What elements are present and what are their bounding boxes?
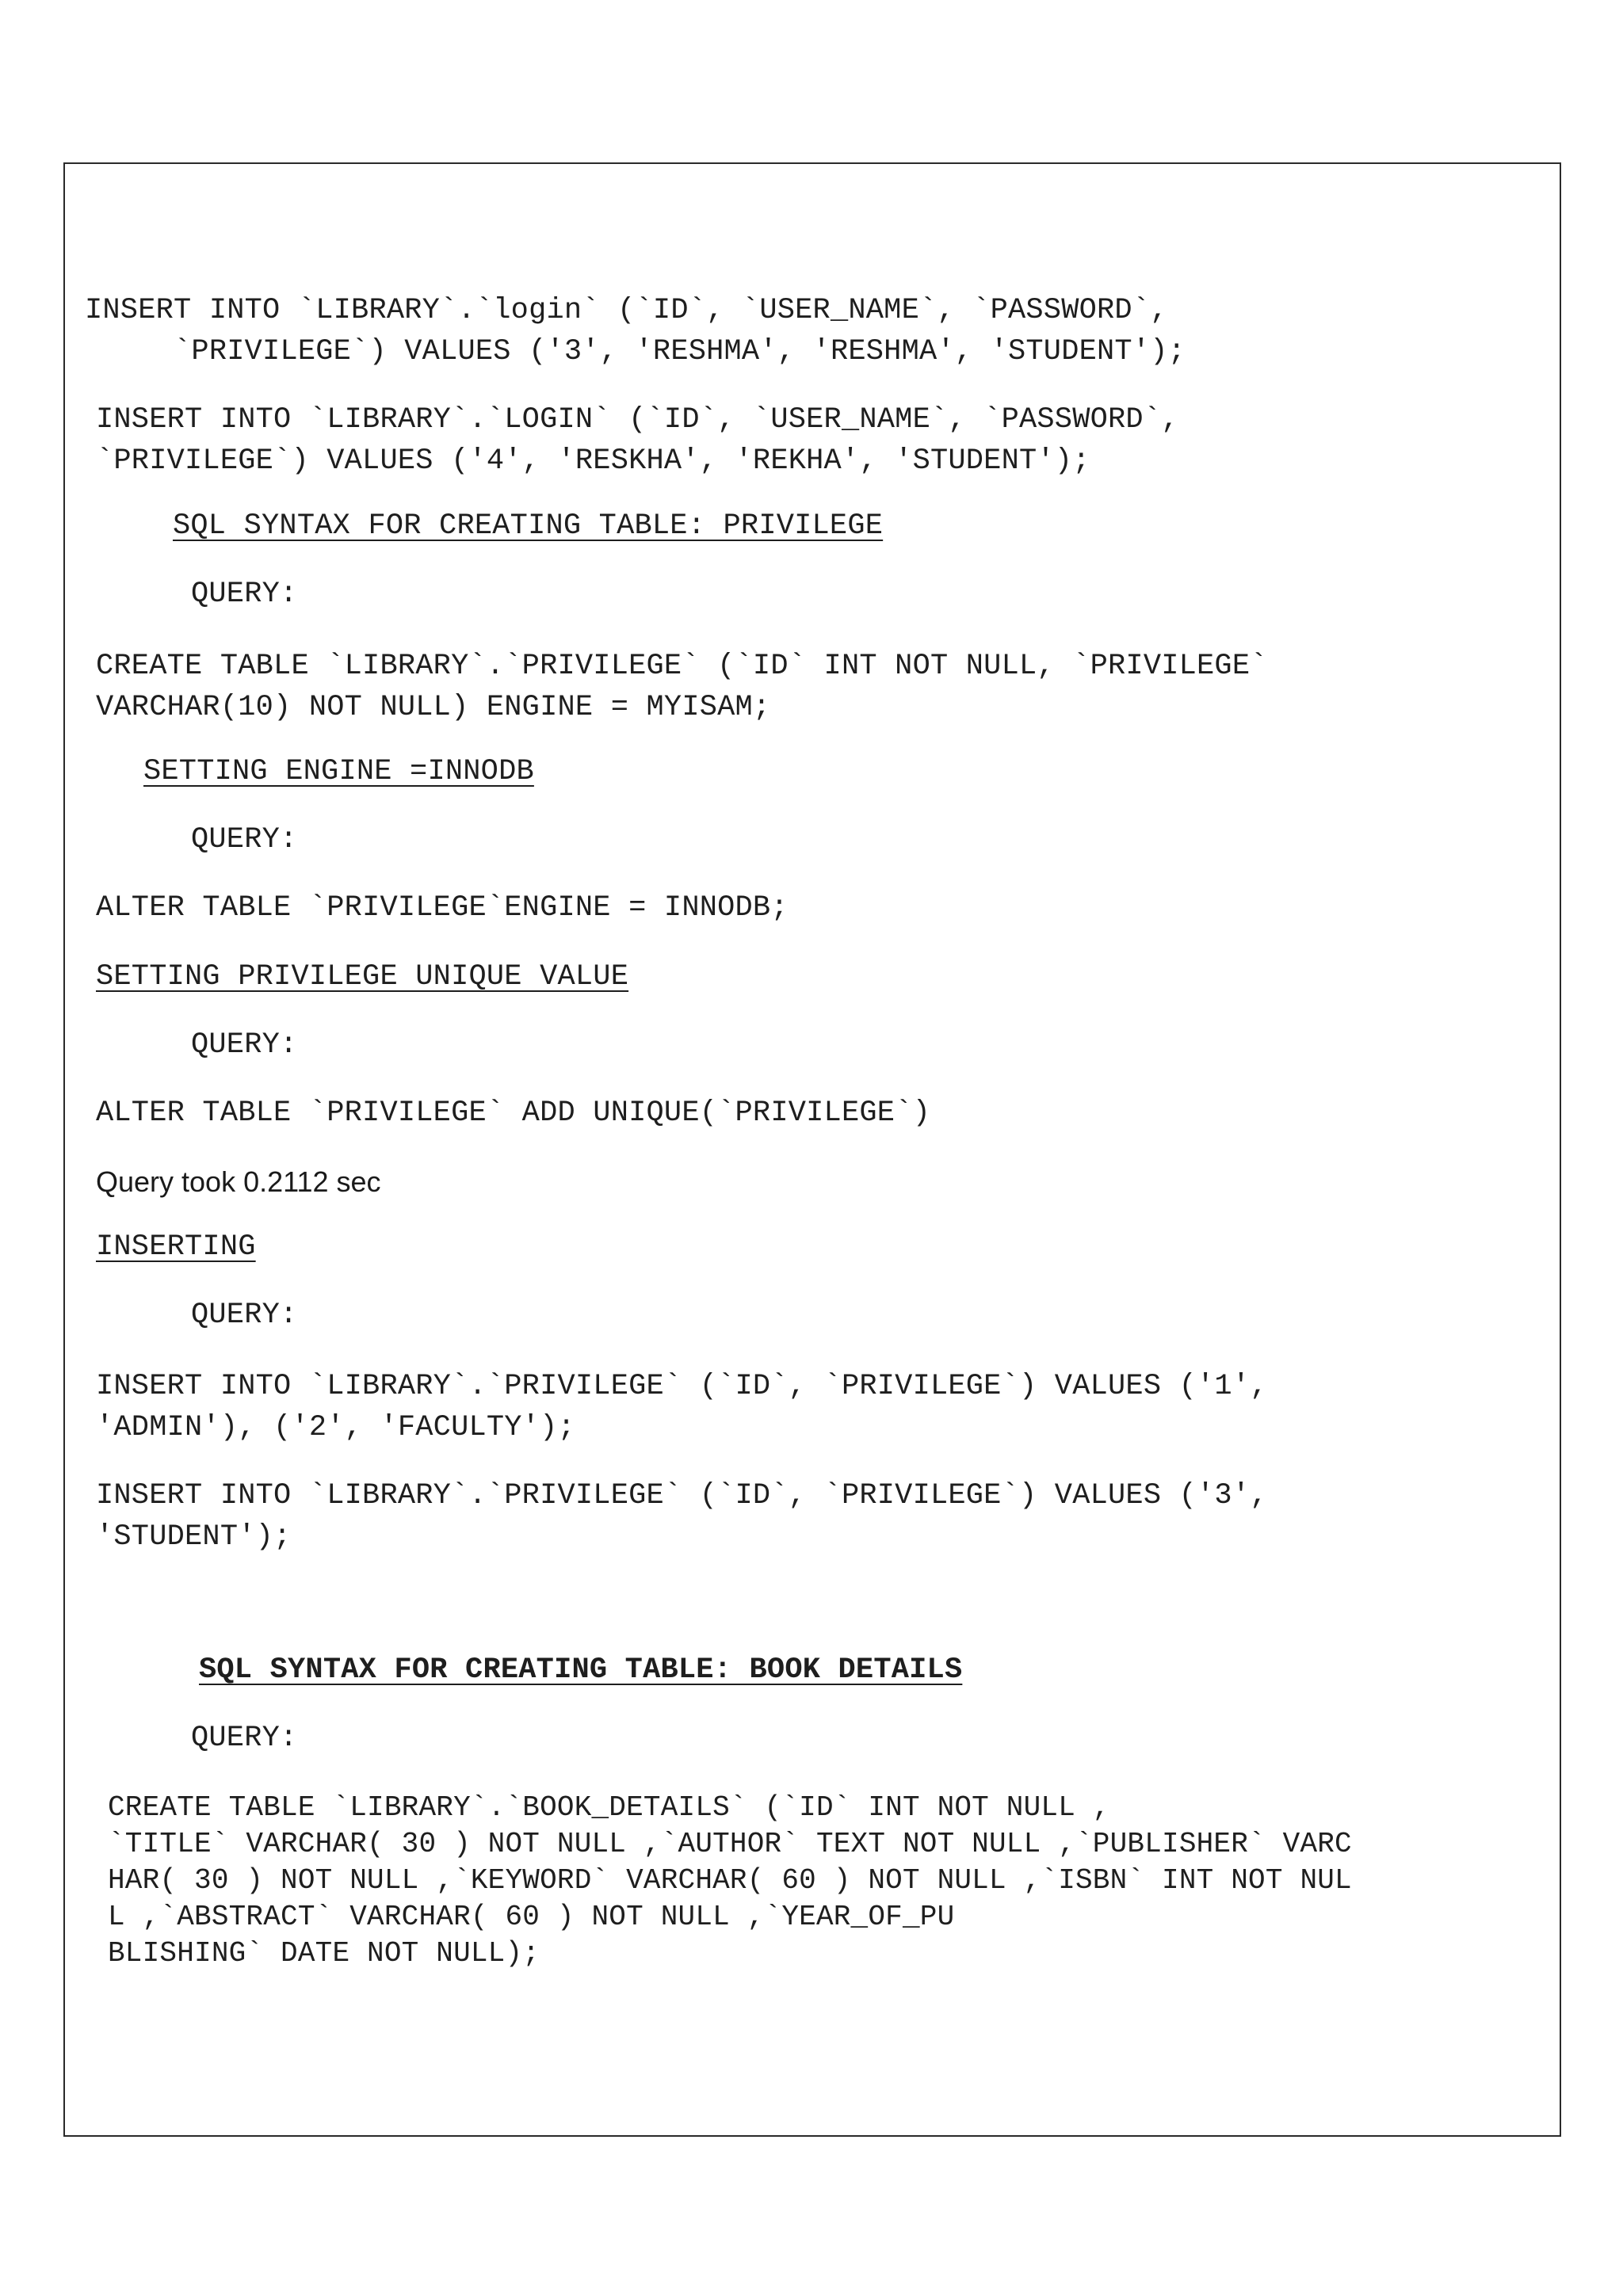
heading-inserting: INSERTING [96,1230,256,1264]
heading-book-details-table: SQL SYNTAX FOR CREATING TABLE: BOOK DETAILS [199,1653,963,1687]
insert-login-4-statement: INSERT INTO `LIBRARY`.`LOGIN` (`ID`, `USER_NAME`, `PASSWORD`, `PRIVILEGE`) VALUES ('4', 'RESKHA', 'REKHA', 'STUDENT'); [96,403,1179,478]
heading-unique-value: SETTING PRIVILEGE UNIQUE VALUE [96,960,629,994]
alter-engine-statement: ALTER TABLE `PRIVILEGE`ENGINE = INNODB; [96,891,789,925]
insert-privilege-1-statement: INSERT INTO `LIBRARY`.`PRIVILEGE` (`ID`, `PRIVILEGE`) VALUES ('1', 'ADMIN'), ('2', 'FACULTY'); [96,1370,1268,1444]
alter-unique-statement: ALTER TABLE `PRIVILEGE` ADD UNIQUE(`PRIVILEGE`) [96,1097,930,1130]
query-label: QUERY: [191,1722,298,1755]
heading-privilege-table: SQL SYNTAX FOR CREATING TABLE: PRIVILEGE [173,509,884,543]
query-label: QUERY: [191,578,298,611]
query-label: QUERY: [191,823,298,856]
query-label: QUERY: [191,1299,298,1332]
insert-login-3-statement: INSERT INTO `LIBRARY`.`login` (`ID`, `USER_NAME`, `PASSWORD`, `PRIVILEGE`) VALUES ('3', 'RESHMA', 'RESHMA', 'STUDENT'); [85,294,1186,368]
heading-setting-engine: SETTING ENGINE =INNODB [143,755,534,788]
create-book-details-statement: CREATE TABLE `LIBRARY`.`BOOK_DETAILS` (`ID` INT NOT NULL , `TITLE` VARCHAR( 30 ) NOT NULL ,`AUTHOR` TEXT NOT NULL ,`PUBLISHER` VARC HAR( 30 ) NOT NULL ,`KEYWORD` VARCHAR( 60 ) NOT NULL ,`ISBN` INT NOT NUL L ,`ABSTRACT` VARCHAR( 60 ) NOT NULL ,`YEAR_OF_PU BLISHING` DATE NOT NULL); [108,1791,1352,1970]
query-label: QUERY: [191,1028,298,1062]
create-privilege-statement: CREATE TABLE `LIBRARY`.`PRIVILEGE` (`ID` INT NOT NULL, `PRIVILEGE` VARCHAR(10) NOT NULL) ENGINE = MYISAM; [96,650,1268,724]
insert-privilege-2-statement: INSERT INTO `LIBRARY`.`PRIVILEGE` (`ID`, `PRIVILEGE`) VALUES ('3', 'STUDENT'); [96,1479,1268,1554]
query-time-note: Query took 0.2112 sec [96,1165,381,1198]
